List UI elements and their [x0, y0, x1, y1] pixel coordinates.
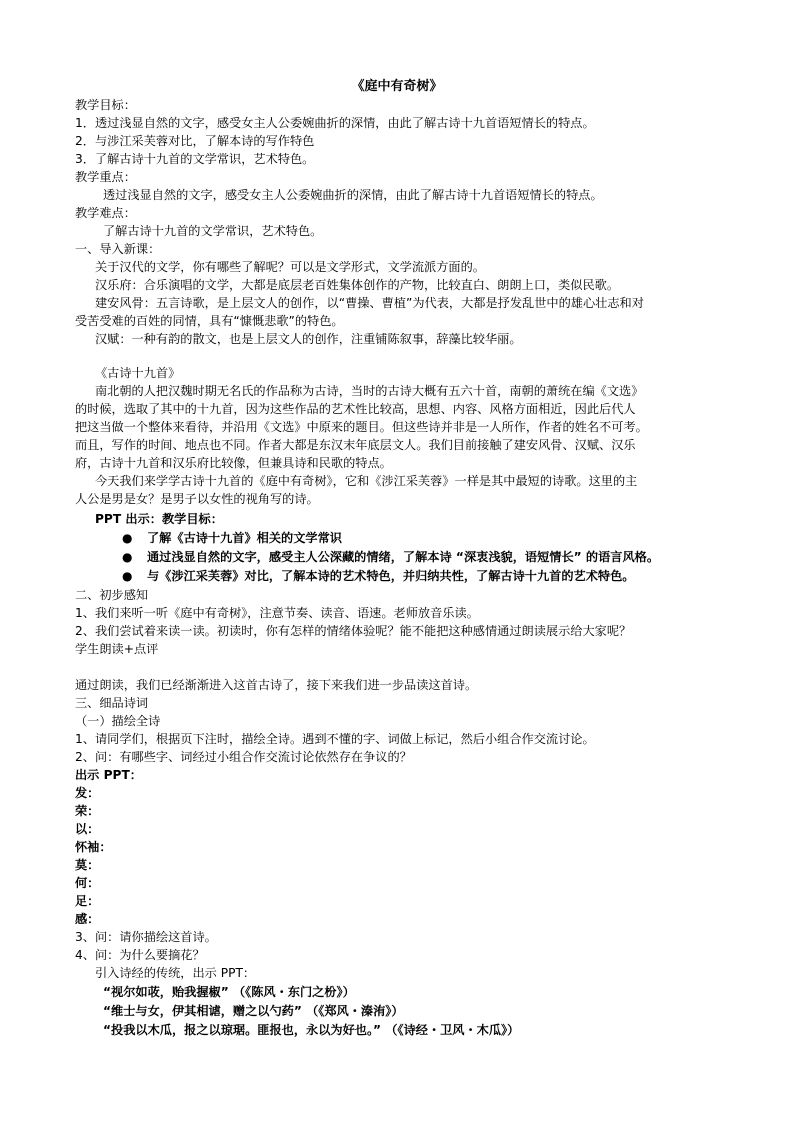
- nineteen-line: 人公是男是女？是男子以女性的视角写的诗。: [75, 492, 319, 506]
- section2-after: 通过朗读，我们已经渐渐进入这首古诗了，接下来我们进一步品读这首诗。: [75, 678, 478, 692]
- quote-line: “投我以木瓜，报之以琼琚。匪报也，永以为好也。” （《诗经・卫风・木瓜》）: [103, 1023, 520, 1037]
- objective-item: 1．透过浅显自然的文字，感受女主人公委婉曲折的深情，由此了解古诗十九首语短情长的特点。: [75, 116, 595, 130]
- section1-line: 汉乐府：合乐演唱的文学，大都是底层老百姓集体创作的产物，比较直白、朗朗上口，类似民歌。: [95, 278, 620, 292]
- section2-line: 1、我们来听一听《庭中有奇树》，注意节奏、读音、语速。老师放音乐读。: [75, 606, 479, 620]
- doc-title: 《庭中有奇树》: [351, 79, 443, 94]
- ppt-intro: 引入诗经的传统，出示 PPT：: [95, 966, 256, 980]
- section2-heading: 二、初步感知: [75, 588, 149, 602]
- ppt-goals-heading: PPT 出示：教学目标：: [95, 512, 223, 526]
- question-line: 4、问：为什么要摘花？: [75, 948, 205, 962]
- word-item: 以：: [75, 822, 100, 836]
- ppt-goal-item: 通过浅显自然的文字，感受主人公深藏的情绪，了解本诗 “深衷浅貌，语短情长” 的语言风格。: [147, 550, 660, 564]
- word-item: 感：: [75, 912, 100, 926]
- word-item: 怀袖：: [75, 840, 112, 854]
- question-line: 3、问：请你描绘这首诗。: [75, 930, 217, 944]
- difficulty-text: 了解古诗十九首的文学常识，艺术特色。: [103, 224, 323, 238]
- section3-heading: 三、细品诗词: [75, 696, 149, 710]
- section3-sub: （一）描绘全诗: [75, 714, 161, 728]
- bullet-dot-icon: ●: [122, 531, 133, 545]
- bullet-dot-icon: ●: [122, 569, 133, 583]
- section2-line: 2、我们尝试着来读一读。初读时，你有怎样的情绪体验呢？能不能把这种感情通过朗读展示给大家呢？: [75, 624, 632, 638]
- quote-line: “视尔如荍，贻我握椒” （《陈风・东门之枌》）: [103, 985, 355, 999]
- section1-line: 关于汉代的文学，你有哪些了解呢？可以是文学形式，文学流派方面的。: [95, 260, 485, 274]
- section3-line: 1、请同学们，根据页下注时，描绘全诗。遇到不懂的字、词做上标记，然后小组合作交流讨论。: [75, 732, 595, 746]
- objective-item: 3．了解古诗十九首的文学常识，艺术特色。: [75, 152, 315, 166]
- nineteen-line: 而且，写作的时间、地点也不同。作者大都是东汉末年底层文人。我们目前接触了建安风骨、汉赋、汉乐: [75, 438, 636, 452]
- quote-line: “维士与女，伊其相谑，赠之以勺药” （《郑风・溱洧》）: [103, 1004, 404, 1018]
- key-points-heading: 教学重点：: [75, 170, 136, 184]
- objectives-heading: 教学目标：: [75, 98, 136, 112]
- nineteen-line: 今天我们来学学古诗十九首的《庭中有奇树》，它和《涉江采芙蓉》一样是其中最短的诗歌。这里的主: [95, 474, 638, 488]
- bullet-dot-icon: ●: [122, 550, 133, 564]
- section3-line: 2、问：有哪些字、词经过小组合作交流讨论依然存在争议的？: [75, 750, 412, 764]
- word-item: 足：: [75, 894, 100, 908]
- nineteen-line: 把这当做一个整体来看待，并沿用《文选》中原来的题目。但这些诗并非是一人所作，作者的姓名不可考。: [75, 420, 648, 434]
- nineteen-heading: 《古诗十九首》: [95, 366, 181, 380]
- difficulty-heading: 教学难点：: [75, 206, 136, 220]
- word-item: 荣：: [75, 804, 100, 818]
- section2-line: 学生朗读+点评: [75, 642, 159, 656]
- objective-item: 2．与涉江采芙蓉对比，了解本诗的写作特色: [75, 134, 315, 148]
- word-item: 何：: [75, 876, 100, 890]
- nineteen-line: 府，古诗十九首和汉乐府比较像，但兼具诗和民歌的特点。: [75, 456, 392, 470]
- nineteen-line: 的时候，选取了其中的十九首，因为这些作品的艺术性比较高，思想、内容、风格方面相近，因此后代人: [75, 402, 636, 416]
- ppt-goal-item: 与《涉江采芙蓉》对比，了解本诗的艺术特色，并归纳共性，了解古诗十九首的艺术特色。: [147, 569, 635, 583]
- section1-line: 受苦受难的百姓的同情，具有“慷慨悲歌”的特色。: [75, 314, 344, 328]
- nineteen-line: 南北朝的人把汉魏时期无名氏的作品称为古诗，当时的古诗大概有五六十首，南朝的萧统在编《文选》: [95, 384, 644, 398]
- word-item: 发：: [75, 786, 100, 800]
- ppt-label: 出示 PPT：: [75, 768, 142, 782]
- ppt-goal-item: 了解《古诗十九首》相关的文学常识: [147, 531, 342, 545]
- section1-line: 汉赋：一种有韵的散文，也是上层文人的创作，注重铺陈叙事，辞藻比较华丽。: [95, 332, 522, 346]
- word-item: 莫：: [75, 858, 100, 872]
- section1-heading: 一、导入新课：: [75, 242, 161, 256]
- key-points-text: 透过浅显自然的文字，感受女主人公委婉曲折的深情，由此了解古诗十九首语短情长的特点。: [103, 188, 603, 202]
- section1-line: 建安风骨：五言诗歌，是上层文人的创作，以“曹操、曹植”为代表，大都是抒发乱世中的雄心壮志和对: [95, 296, 644, 310]
